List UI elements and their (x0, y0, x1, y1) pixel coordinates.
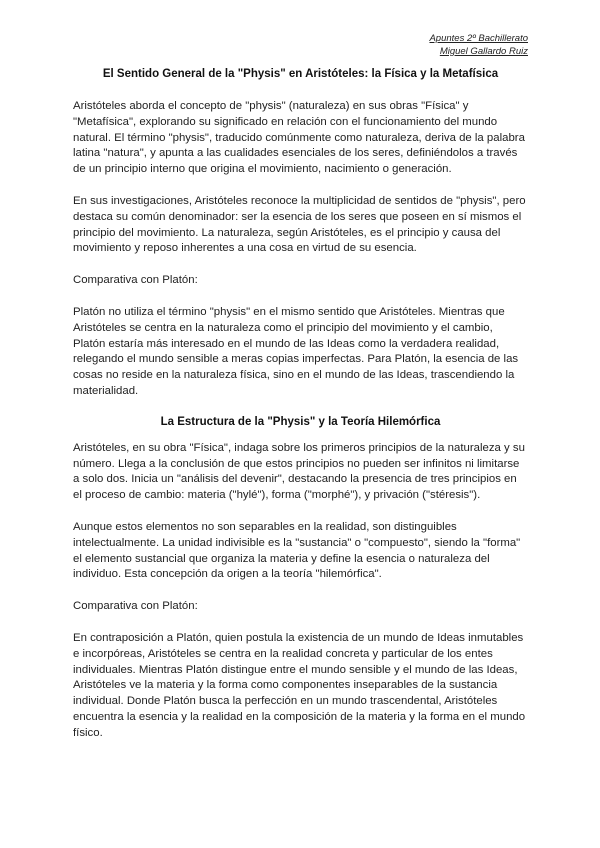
page-header (429, 33, 528, 58)
header-author: Miguel Gallardo Ruiz (439, 45, 528, 57)
section-1-paragraph-2: En sus investigaciones, Aristóteles reconoce la multiplicidad de sentidos de "physis", pero destaca su común denominador: ser la esencia de los seres que poseen en sí mismos el principio del movimiento. La naturaleza, según Aristóteles, es el principio y causa del movimiento y reposo inherentes a una cosa en virtud de su esencia. (73, 194, 526, 255)
section-2-title: La Estructura de la "Physis" y la Teoría Hilemórfica (160, 415, 441, 428)
section-2-compare-label: Comparativa con Platón: (73, 600, 198, 613)
header-course: Apuntes 2º Bachillerato (429, 33, 528, 44)
section-2-paragraph-1: Aristóteles, en su obra "Física", indaga sobre los primeros principios de la naturaleza y su número. Llega a la conclusión de que estos principios no pueden ser infinitos ni limitarse a solo dos. Inicia un "análisis del devenir", destacando la presencia de tres principios en el proceso de cambio: materia ("hylé"), forma ("morphé"), y privación ("stéresis"). (73, 441, 525, 502)
document-body (73, 68, 528, 758)
section-1-compare-label: Comparativa con Platón: (73, 274, 198, 287)
section-2-paragraph-2: Aunque estos elementos no son separables en la realidad, son distinguibles intelectualmente. La unidad indivisible es la "sustancia" o "compuesto", siendo la "forma" el elemento sustancial que organiza la materia y define la esencia o naturaleza del individuo. Esta concepción da origen a la teoría "hilemórfica". (73, 520, 521, 581)
section-1-title: El Sentido General de la "Physis" en Aristóteles: la Física y la Metafísica (102, 68, 499, 80)
section-1-paragraph-3: Platón no utiliza el término "physis" en el mismo sentido que Aristóteles. Mientras que Aristóteles se centra en la naturaleza como el principio del movimiento y el cambio, Platón estaría más interesado en el mundo de las Ideas como la verdadera realidad, relegando el mundo sensible a meras copias imperfectas. Para Platón, la esencia de las cosas no reside en la naturaleza física, sino en el mundo de las Ideas, trascendiendo la materialidad. (73, 305, 519, 397)
section-2-paragraph-3: En contraposición a Platón, quien postula la existencia de un mundo de Ideas inmutables e incorpóreas, Aristóteles se centra en la realidad concreta y particular de los entes individuales. Mientras Platón distingue entre el mundo sensible y el mundo de las Ideas, Aristóteles ve la materia y la forma como componentes inseparables de la sustancia individual. Donde Platón busca la perfección en un mundo trascendental, Aristóteles encuentra la esencia y la realidad en la composición de la materia y la forma en el mundo físico. (73, 631, 526, 739)
section-1-paragraph-1: Aristóteles aborda el concepto de "physis" (naturaleza) en sus obras "Física" y "Metafísica", explorando su significado en relación con el funcionamiento del mundo natural. El término "physis", traducido comúnmente como naturaleza, deriva de la palabra latina "natura", y apunta a las cualidades esenciales de los seres, definiéndolos a través de un principio interno que origina el movimiento, nacimiento o generación. (73, 100, 525, 176)
